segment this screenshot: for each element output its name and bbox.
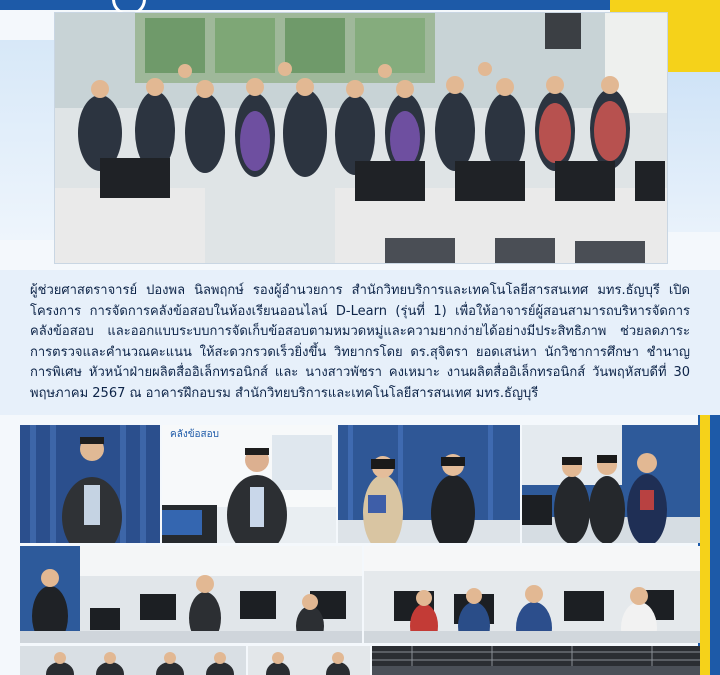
caption-paragraph: ผู้ช่วยศาสตราจารย์ ปองพล นิลพฤกษ์ รองผู้อำนวยการ สำนักวิทยบริการและเทคโนโลยีสารสนเทศ มทร.ธัญบุรี เปิดโครงการ การจัดการคลังข้อสอบในห้องเรียนออนไลน์ D-Learn (รุ่นที่ 1) เพื่อให้อาจารย์ผู้สอนสามารถบริหารจัดการคลังข้อสอบ และออกแบบระบบการจัดเก็บข้อสอบตามหมวดหมู่และความยากง่ายได้อย่างมีประสิทธิภาพ ช่วยลดภาระการตรวจและคำนวณคะแนน ให้สะดวกรวดเร็วยิ่งขึ้น วิทยากรโดย ดร.สุจิตรา ยอดเสน่หา นักวิชาการศึกษา ชำนาญการพิเศษ หัวหน้าฝ่ายผลิตสื่ออิเล็กทรอนิกส์ และ นางสาวพัชรา คงเหมาะ งานผลิตสื่ออิเล็กทรอนิกส์ วันพฤหัสบดีที่ 30 พฤษภาคม 2567 ณ อาคารฝึกอบรม สำนักวิทยบริการและเทคโนโลยีสารสนเทศ มทร.ธัญบุรี — [30, 283, 690, 401]
gallery-photo-instructors — [338, 425, 520, 543]
left-accent-band — [0, 40, 55, 240]
slide-title: คลังข้อสอบ — [170, 429, 219, 440]
group-photo — [54, 12, 668, 264]
gallery-photo-presenter — [162, 425, 336, 543]
gallery-photo-training-room — [20, 546, 362, 643]
gallery-photo-building — [372, 646, 700, 675]
gallery-photo-row-a — [20, 646, 246, 675]
gallery-photo-speaker — [20, 425, 160, 543]
right-edge-band-yellow — [700, 415, 710, 675]
gallery-photo-row-b — [248, 646, 370, 675]
right-accent-band — [660, 72, 720, 232]
gallery-photo-participants — [364, 546, 700, 643]
gallery-photo-team — [522, 425, 700, 543]
